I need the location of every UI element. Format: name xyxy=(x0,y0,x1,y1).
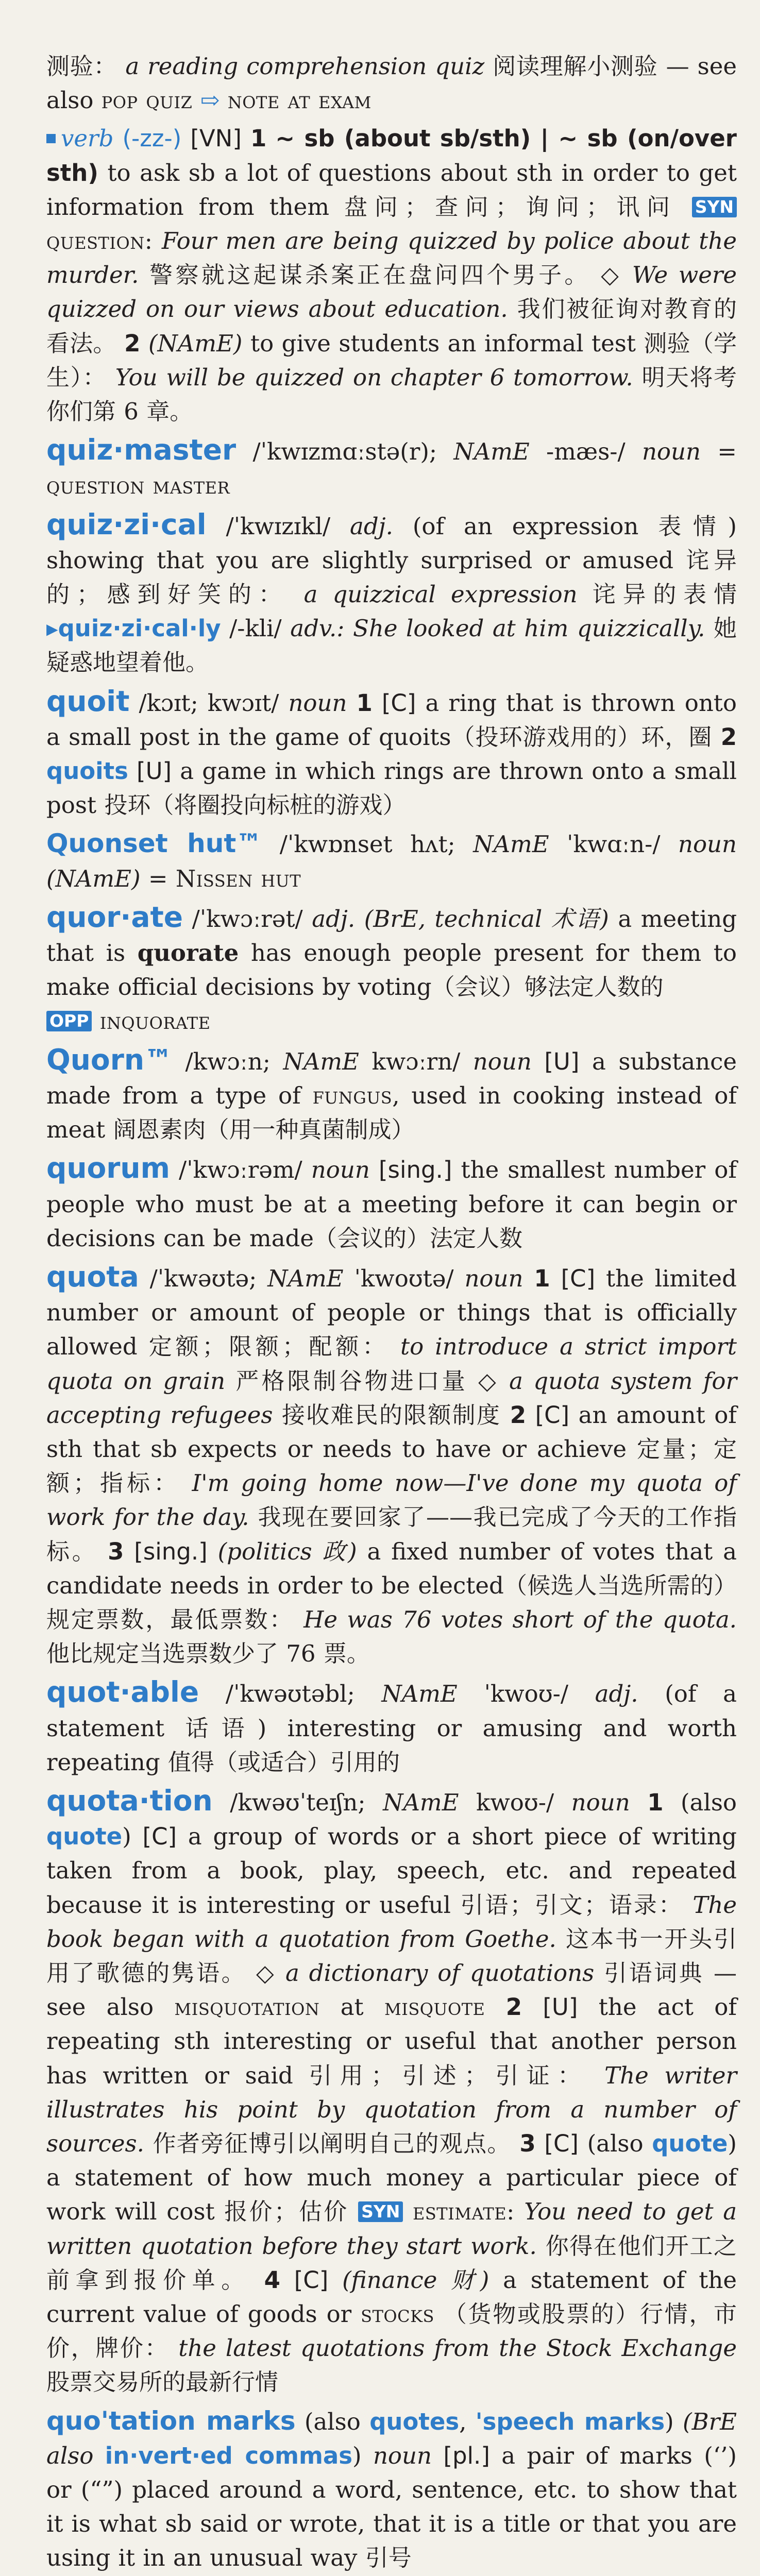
grammar-code: [C] xyxy=(381,689,416,717)
grammar-code: [sing.] xyxy=(378,1156,452,1184)
headword: quota xyxy=(46,1260,139,1293)
example: Four men are being quizzed by police about the murder. xyxy=(46,227,737,289)
entry-quizmaster xyxy=(46,433,737,503)
sense-number: 3 xyxy=(108,1537,124,1565)
pronunciation: /ˈkwɔːrət/ xyxy=(192,905,303,933)
region-label: NAmE xyxy=(283,1047,359,1075)
cross-reference[interactable]: Nissen hut xyxy=(175,865,301,892)
variant-form: quotes xyxy=(369,2408,460,2435)
example: the latest quotations from the Stock Exchange xyxy=(178,2334,737,2362)
sense-number: 3 xyxy=(519,2129,536,2157)
sense-number: 4 xyxy=(264,2266,280,2294)
definition: the smallest number of people who must be at a meeting before it can begin or decisions can be made（会议的）法定人数 xyxy=(46,1156,737,1252)
synonym-ref[interactable]: question: xyxy=(46,227,153,255)
part-of-speech: noun xyxy=(464,1264,523,1292)
pronunciation: ˈkwɑːn-/ xyxy=(567,831,661,858)
region-label: (NAmE) xyxy=(148,329,243,357)
pronunciation: -mæs-/ xyxy=(546,438,626,466)
verb-pattern: ~ sb (about sb/sth) | ~ sb (on/over sth) xyxy=(46,125,737,187)
definition: a game in which rings are thrown onto a small post 投环（将圈投向标桩的游戏） xyxy=(46,757,737,819)
entry-quotation-marks xyxy=(46,2404,737,2575)
example-translation: 我们被征询对教育的看法。 xyxy=(46,295,737,357)
grammar-code: [C] xyxy=(561,1264,596,1292)
example: a reading comprehension quiz xyxy=(125,53,485,80)
region-label: NAmE xyxy=(383,1788,459,1816)
also-label: (also xyxy=(587,2129,644,2157)
also-label: ) xyxy=(665,2408,674,2435)
entry-quorn xyxy=(46,1043,737,1147)
grammar-code: [pl.] xyxy=(443,2442,490,2469)
definition: （货物或股票的）行情，市价，牌价： xyxy=(46,2300,737,2362)
example-translation: 警察就这起谋杀案正在盘问四个男子。 xyxy=(149,261,590,289)
example-translation: 阅读理解小测验 xyxy=(493,53,658,80)
diamond-icon: ◇ xyxy=(601,261,622,289)
cross-reference[interactable]: misquotation xyxy=(174,1993,320,2021)
square-bullet-icon xyxy=(46,134,56,143)
definition: a substance made from a type of xyxy=(46,1047,737,1109)
entry-quizzical xyxy=(46,507,737,680)
grammar-code: [U] xyxy=(137,757,172,785)
variant-form: in·vert·ed commas xyxy=(105,2442,352,2469)
derivative-arrow-icon: ▸ xyxy=(46,615,58,642)
example: a quota system for accepting refugees xyxy=(46,1367,737,1429)
headword: quiz·master xyxy=(46,433,237,467)
also-label: (also xyxy=(681,1788,737,1816)
separator: , xyxy=(459,2408,467,2435)
headword: quiz·zi·cal xyxy=(46,507,207,541)
syn-badge: SYN xyxy=(358,2201,403,2222)
cross-reference[interactable]: fungus xyxy=(312,1081,393,1109)
cross-reference[interactable]: misquote xyxy=(384,1993,485,2021)
headword: quor·ate xyxy=(46,900,183,934)
pronunciation: ˈkwoʊ-/ xyxy=(484,1680,568,1708)
pronunciation: /ˈkwəʊtəbl; xyxy=(225,1680,355,1708)
example-translation: 引语词典 xyxy=(604,1959,704,1987)
headword: quorum xyxy=(46,1151,170,1185)
definition: to give students an informal test 测验（学生）： xyxy=(46,329,737,391)
headword: quoit xyxy=(46,684,130,718)
also-label: ) xyxy=(728,2129,737,2157)
example: a quizzical expression xyxy=(303,581,578,608)
cross-reference[interactable]: question master xyxy=(46,472,230,500)
subject-label: (politics 政) xyxy=(217,1537,357,1565)
example-translation: 明天将考你们第 6 章。 xyxy=(46,363,737,426)
grammar-code: [C] xyxy=(142,1823,177,1851)
register-label: (BrE, technical 术语) xyxy=(364,905,609,933)
definition: the act of repeating sth interesting or useful that another person has written or said 引用；引述；引证： xyxy=(46,1993,737,2089)
pronunciation: kwɔːrn/ xyxy=(371,1047,461,1075)
headword: quota·tion xyxy=(46,1784,213,1817)
example-translation: 这本书一开头引用了歌德的隽语。 xyxy=(46,1925,737,1987)
headword: quot·able xyxy=(46,1675,199,1709)
gloss: 测验： xyxy=(46,53,117,80)
see-also: at xyxy=(340,1993,364,2021)
arrow-icon: ⇨ xyxy=(200,87,220,114)
region-label: (NAmE) xyxy=(46,865,141,892)
pronunciation: ˈkwoʊtə/ xyxy=(354,1264,454,1292)
example: The writer illustrates his point by quotation from a number of sources. xyxy=(46,2061,737,2157)
sense-number: 1 xyxy=(534,1264,550,1292)
example-translation: 我现在要回家了——我已完成了今天的工作指标。 xyxy=(46,1503,737,1565)
example-translation: 你得在他们开工之前拿到报价单。 xyxy=(46,2232,737,2294)
example: The book began with a quotation from Goethe. xyxy=(46,1891,737,1953)
pronunciation: /ˈkwɒnset hʌt; xyxy=(279,831,455,858)
dictionary-column xyxy=(46,49,737,2576)
definition: (of a statement 话语) interesting or amusing and worth repeating 值得（或适合）引用的 xyxy=(46,1680,737,1776)
grammar-code: [VN] xyxy=(190,125,242,152)
definition: , used in cooking instead of meat 阔恩素肉（用一种真菌制成） xyxy=(46,1081,737,1144)
example: She looked at him quizzically. xyxy=(353,615,705,642)
part-of-speech: adj. xyxy=(350,512,393,540)
example: He was 76 votes short of the quota. xyxy=(303,1605,737,1633)
headword: Quorn™ xyxy=(46,1043,173,1076)
pronunciation: /ˈkwəʊtə; xyxy=(149,1264,257,1292)
entry-quotation xyxy=(46,1784,737,2400)
region-label: (BrE also xyxy=(46,2408,737,2469)
definition: an amount of sth that sb expects or needs to have or achieve 定量；定额；指标： xyxy=(46,1401,737,1497)
word-form: quoits xyxy=(46,757,128,785)
example: I'm going home now—I've done my quota of work for the day. xyxy=(46,1469,737,1531)
example: a dictionary of quotations xyxy=(285,1959,595,1987)
region-label: NAmE xyxy=(381,1680,458,1708)
sense-number: 2 xyxy=(505,1993,522,2021)
opp-badge: OPP xyxy=(46,1011,92,1031)
example: You need to get a written quotation before they start work. xyxy=(46,2198,737,2260)
part-of-speech: noun xyxy=(288,689,347,717)
definition: has enough people present for them to make official decisions by voting（会议）够法定人数的 xyxy=(46,939,737,1001)
see-also: — see also xyxy=(46,53,737,114)
grammar-code: [U] xyxy=(543,1993,578,2021)
diamond-icon: ◇ xyxy=(256,1959,276,1987)
example-translation: 她疑惑地望着他。 xyxy=(46,615,737,676)
grammar-code: [C] xyxy=(294,2266,329,2294)
definition: a statement of how much money a particular piece of work will cost 报价；估价 xyxy=(46,2164,737,2226)
synonym-ref[interactable]: estimate: xyxy=(412,2198,515,2226)
part-of-speech: noun xyxy=(571,1788,630,1816)
pronunciation: /kwɔːn; xyxy=(185,1047,271,1075)
sense-number: 2 xyxy=(124,329,141,357)
definition: (of an expression 表情) showing that you are slightly surprised or amused 诧异的；感到好笑的： xyxy=(46,512,737,608)
equals-sign: = xyxy=(148,865,168,892)
definition: a group of words or a short piece of writing taken from a book, play, speech, etc. and repeated because it is interesting or useful 引语；引文；语录： xyxy=(46,1823,737,1919)
region-label: NAmE xyxy=(267,1264,344,1292)
part-of-speech: noun xyxy=(641,438,701,466)
region-label: NAmE xyxy=(473,831,549,858)
grammar-code: [C] xyxy=(544,2129,579,2157)
pronunciation: /-kli/ xyxy=(229,615,282,642)
entry-quiz-tail xyxy=(46,49,737,117)
pronunciation: kwoʊ-/ xyxy=(476,1788,554,1816)
definition: to ask sb a lot of questions about sth in order to get information from them 盘问；查问；询问；讯问 xyxy=(46,159,737,221)
example: You will be quizzed on chapter 6 tomorrow. xyxy=(115,363,633,391)
diamond-icon: ◇ xyxy=(478,1367,499,1395)
headword: Quonset hut™ xyxy=(46,828,262,859)
equals-sign: = xyxy=(717,438,737,466)
sense-number: 1 xyxy=(250,125,267,152)
example: We were quizzed on our views about education. xyxy=(46,261,737,323)
entry-quiz-verb xyxy=(46,122,737,429)
example: to introduce a strict import quota on grain xyxy=(46,1333,737,1395)
definition: a statement of the current value of goods or xyxy=(46,2266,737,2328)
example-translation: 诧异的表情 xyxy=(592,581,737,608)
definition: the limited number or amount of people or things that is officially allowed 定额；限额；配额： xyxy=(46,1264,737,1361)
also-label: (also xyxy=(304,2408,361,2435)
variant-form: 'speech marks xyxy=(475,2408,665,2435)
highlighted-word: quorate xyxy=(137,939,239,967)
example-translation: 他比规定当选票数少了 76 票。 xyxy=(46,1640,370,1668)
entry-quotable xyxy=(46,1675,737,1780)
region-label: ) xyxy=(352,2442,362,2469)
entry-quonset-hut xyxy=(46,826,737,895)
part-of-speech: noun xyxy=(373,2442,432,2469)
definition: a fixed number of votes that a candidate needs in order to be elected（候选人当选所需的）规定票数，最低票数： xyxy=(46,1537,737,1633)
example-translation: 接收难民的限额制度 xyxy=(281,1401,501,1429)
sense-number: 2 xyxy=(510,1401,527,1429)
part-of-speech: verb xyxy=(61,125,114,152)
part-of-speech: noun xyxy=(472,1047,532,1075)
pronunciation: /ˈkwɪzɪkl/ xyxy=(226,512,331,540)
entry-quoit xyxy=(46,684,737,823)
cross-reference[interactable]: note at exam xyxy=(227,87,371,114)
example-translation: 严格限制谷物进口量 xyxy=(235,1367,468,1395)
syn-badge: SYN xyxy=(692,197,737,217)
part-of-speech: noun xyxy=(678,831,737,858)
definition: a ring that is thrown onto a small post in the game of quoits（投环游戏用的）环，圈 xyxy=(46,689,737,751)
definition: a meeting that is xyxy=(46,905,737,967)
sense-number: 1 xyxy=(356,689,373,717)
pronunciation: /ˈkwɪzmɑːstə(r); xyxy=(252,438,437,466)
variant-form: quote xyxy=(46,1823,123,1851)
entry-quota xyxy=(46,1260,737,1671)
grammar-code: [C] xyxy=(535,1401,570,1429)
region-label: NAmE xyxy=(453,438,530,466)
part-of-speech: noun xyxy=(311,1156,370,1184)
derivative: quiz·zi·cal·ly xyxy=(58,615,221,642)
part-of-speech: adj. xyxy=(312,905,356,933)
variant-form: quote xyxy=(652,2129,728,2157)
cross-reference[interactable]: pop quiz xyxy=(101,87,193,114)
subject-label: (finance 财) xyxy=(342,2266,489,2294)
part-of-speech: adj. xyxy=(595,1680,638,1708)
cross-reference[interactable]: stocks xyxy=(361,2300,434,2328)
definition: a pair of marks (‘’) or (“”) placed around a word, sentence, etc. to show that it is what sb said or wrote, that it is a title or that you are using it in an unusual way 引号 xyxy=(46,2442,737,2572)
entry-quorum xyxy=(46,1151,737,1256)
sense-number: 1 xyxy=(647,1788,664,1816)
sense-number: 2 xyxy=(720,723,737,751)
pronunciation: /kɔɪt; kwɔɪt/ xyxy=(139,689,279,717)
part-of-speech: adv.: xyxy=(290,615,345,642)
example-translation: 作者旁征博引以阐明自己的观点。 xyxy=(153,2129,511,2157)
pronunciation: /ˈkwɔːrəm/ xyxy=(179,1156,302,1184)
grammar-code: [U] xyxy=(544,1047,580,1075)
see-also: — see also xyxy=(46,1959,737,2021)
opposite-ref[interactable]: inquorate xyxy=(99,1007,211,1035)
verb-forms: (-zz-) xyxy=(122,125,182,152)
entry-quorate xyxy=(46,900,737,1039)
example-translation: 股票交易所的最新行情 xyxy=(46,2368,279,2396)
also-label: ) xyxy=(122,1823,131,1851)
headword: quo'tation marks xyxy=(46,2405,296,2436)
grammar-code: [sing.] xyxy=(134,1537,208,1565)
pronunciation: /kwəʊˈteɪʃn; xyxy=(230,1788,366,1816)
